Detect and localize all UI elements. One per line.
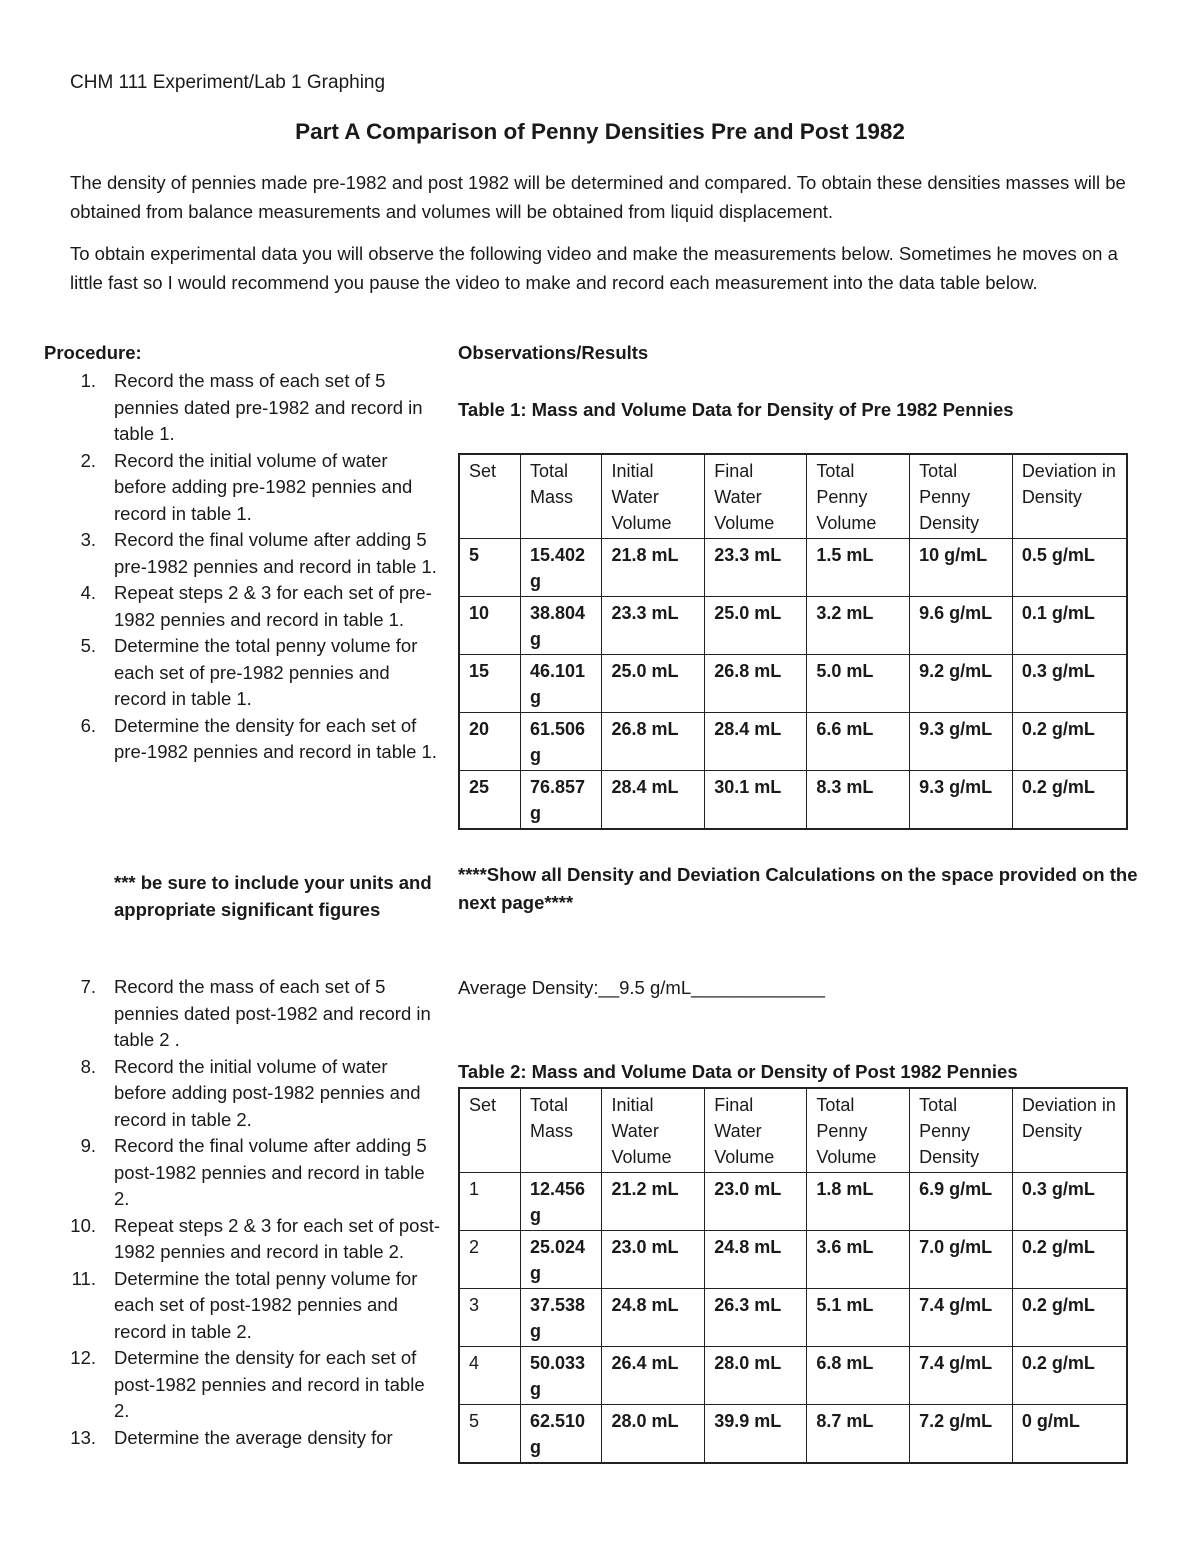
page-header: CHM 111 Experiment/Lab 1 Graphing <box>70 72 386 93</box>
procedure-step <box>44 974 444 1054</box>
table-row <box>459 1173 1127 1231</box>
step-text: Determine the total penny volume for each set of post-1982 pennies and record in table 2. <box>114 1267 418 1342</box>
table-cell: 7.2 g/mL <box>910 1405 1013 1464</box>
table-cell: 28.0 mL <box>705 1347 807 1405</box>
table-cell: 9.3 g/mL <box>910 771 1013 830</box>
table-cell: 46.101 g <box>521 655 602 713</box>
table-cell: 26.4 mL <box>602 1347 705 1405</box>
procedure-step <box>44 633 444 713</box>
table-cell: 50.033 g <box>521 1347 602 1405</box>
table-header-row <box>459 1088 1127 1173</box>
table-cell: 28.4 mL <box>602 771 705 830</box>
table2-post-1982 <box>458 1087 1128 1464</box>
table2-caption: Table 2: Mass and Volume Data or Density of Post 1982 Pennies <box>458 1061 1018 1082</box>
procedure-step <box>44 527 444 580</box>
table-cell: 76.857 g <box>521 771 602 830</box>
column-header: Deviation in Density <box>1012 1088 1127 1173</box>
table-cell: 0.2 g/mL <box>1012 1347 1127 1405</box>
step-number: 12. <box>70 1347 96 1368</box>
column-header: Set <box>459 454 521 539</box>
table-cell: 8.7 mL <box>807 1405 910 1464</box>
table-cell: 0.3 g/mL <box>1012 655 1127 713</box>
table-cell: 9.2 g/mL <box>910 655 1013 713</box>
step-text: Record the mass of each set of 5 pennies dated pre-1982 and record in table 1. <box>114 370 423 444</box>
procedure-step <box>44 1266 444 1346</box>
table-cell: 8.3 mL <box>807 771 910 830</box>
table-cell: 0 g/mL <box>1012 1405 1127 1464</box>
table-cell: 0.2 g/mL <box>1012 1231 1127 1289</box>
column-header: Total Penny Density <box>910 454 1013 539</box>
table-header-row <box>459 454 1127 539</box>
procedure-step <box>44 1213 444 1266</box>
step-text: Repeat steps 2 & 3 for each set of pre-1982 pennies and record in table 1. <box>114 582 432 630</box>
table-cell: 1 <box>459 1173 521 1231</box>
step-number: 13. <box>70 1426 96 1448</box>
step-number: 11. <box>71 1267 96 1289</box>
table-cell: 7.0 g/mL <box>910 1231 1013 1289</box>
table-cell: 20 <box>459 713 521 771</box>
procedure-step <box>44 580 444 633</box>
procedure-steps-post-1982 <box>44 974 444 1451</box>
table-cell: 5.0 mL <box>807 655 910 713</box>
table-cell: 21.8 mL <box>602 539 705 597</box>
column-header: Total Penny Volume <box>807 1088 910 1173</box>
table-row <box>459 1289 1127 1347</box>
average-density-value: __9.5 g/mL_____________ <box>598 977 825 998</box>
step-text: Record the final volume after adding 5 pre-1982 pennies and record in table 1. <box>114 529 437 577</box>
table-cell: 39.9 mL <box>705 1405 807 1464</box>
average-density-label: Average Density: <box>458 977 599 998</box>
step-text: Repeat steps 2 & 3 for each set of post-1982 pennies and record in table 2. <box>114 1214 440 1262</box>
column-header: Final Water Volume <box>705 454 807 539</box>
step-text: Determine the total penny volume for each set of pre-1982 pennies and record in table 1. <box>114 635 418 709</box>
step-text: Determine the average density for <box>114 1426 393 1448</box>
table-cell: 62.510 g <box>521 1405 602 1464</box>
units-note: *** be sure to include your units and appropriate significant figures <box>114 872 432 920</box>
table-cell: 6.6 mL <box>807 713 910 771</box>
column-header: Total Penny Density <box>910 1088 1013 1173</box>
table-row <box>459 1405 1127 1464</box>
table-cell: 3 <box>459 1289 521 1347</box>
step-number: 6. <box>80 714 96 736</box>
table-cell: 7.4 g/mL <box>910 1289 1013 1347</box>
step-number: 1. <box>80 370 96 391</box>
table-cell: 1.8 mL <box>807 1173 910 1231</box>
table-cell: 37.538 g <box>521 1289 602 1347</box>
table-cell: 23.0 mL <box>602 1231 705 1289</box>
page-title: Part A Comparison of Penny Densities Pre and Post 1982 <box>295 119 905 144</box>
step-text: Determine the density for each set of pre-1982 pennies and record in table 1. <box>114 714 437 762</box>
table-cell: 6.9 g/mL <box>910 1173 1013 1231</box>
table-cell: 9.3 g/mL <box>910 713 1013 771</box>
table-cell: 15 <box>459 655 521 713</box>
procedure-heading: Procedure: <box>44 342 142 363</box>
step-number: 8. <box>80 1055 96 1077</box>
table-cell: 30.1 mL <box>705 771 807 830</box>
observations-heading: Observations/Results <box>458 342 649 363</box>
procedure-step <box>44 1054 444 1134</box>
table-cell: 38.804 g <box>521 597 602 655</box>
table-cell: 3.6 mL <box>807 1231 910 1289</box>
column-header: Final Water Volume <box>705 1088 807 1173</box>
column-header: Deviation in Density <box>1012 454 1127 539</box>
table-cell: 26.8 mL <box>705 655 807 713</box>
table-cell: 3.2 mL <box>807 597 910 655</box>
table-cell: 10 <box>459 597 521 655</box>
column-header: Total Penny Volume <box>807 454 910 539</box>
step-number: 7. <box>80 976 96 997</box>
procedure-step <box>44 368 444 448</box>
table-cell: 26.8 mL <box>602 713 705 771</box>
table-cell: 2 <box>459 1231 521 1289</box>
table-cell: 23.3 mL <box>705 539 807 597</box>
table-cell: 12.456 g <box>521 1173 602 1231</box>
step-number: 5. <box>80 635 96 656</box>
table-cell: 15.402 g <box>521 539 602 597</box>
table-row <box>459 539 1127 597</box>
step-text: Record the initial volume of water before adding post-1982 pennies and record in table 2. <box>114 1055 421 1130</box>
table-cell: 7.4 g/mL <box>910 1347 1013 1405</box>
table-cell: 26.3 mL <box>705 1289 807 1347</box>
procedure-steps-pre-1982 <box>44 368 444 766</box>
column-header: Total Mass <box>521 1088 602 1173</box>
step-number: 10. <box>70 1214 96 1236</box>
procedure-step <box>44 1345 444 1425</box>
calculations-note: ****Show all Density and Deviation Calculations on the space provided on the next page**** <box>458 864 1138 913</box>
table1-pre-1982 <box>458 453 1128 830</box>
instructions-paragraph: To obtain experimental data you will observe the following video and make the measurements below. Sometimes he moves on a little fast so I would recommend you pause the video to make and record each measurement into the data table below. <box>70 243 1118 293</box>
table-cell: 61.506 g <box>521 713 602 771</box>
procedure-step <box>44 713 444 766</box>
table-row <box>459 771 1127 830</box>
table-row <box>459 1231 1127 1289</box>
table-cell: 0.3 g/mL <box>1012 1173 1127 1231</box>
column-header: Set <box>459 1088 521 1173</box>
table-cell: 0.1 g/mL <box>1012 597 1127 655</box>
table-cell: 1.5 mL <box>807 539 910 597</box>
table-row <box>459 655 1127 713</box>
table-cell: 25.0 mL <box>602 655 705 713</box>
table-cell: 5 <box>459 1405 521 1464</box>
table-cell: 9.6 g/mL <box>910 597 1013 655</box>
table-cell: 4 <box>459 1347 521 1405</box>
table-cell: 28.0 mL <box>602 1405 705 1464</box>
step-number: 2. <box>80 449 96 471</box>
table-cell: 0.2 g/mL <box>1012 771 1127 830</box>
table1-caption: Table 1: Mass and Volume Data for Density of Pre 1982 Pennies <box>458 399 1014 420</box>
table-row <box>459 713 1127 771</box>
intro-paragraph: The density of pennies made pre-1982 and post 1982 will be determined and compared. To obtain these densities masses will be obtained from balance measurements and volumes will be obtained from liquid displacement. <box>70 172 1126 222</box>
table-cell: 28.4 mL <box>705 713 807 771</box>
table-cell: 5 <box>459 539 521 597</box>
procedure-step <box>44 1133 444 1213</box>
step-text: Record the initial volume of water before adding pre-1982 pennies and record in table 1. <box>114 449 413 524</box>
table-cell: 0.5 g/mL <box>1012 539 1127 597</box>
table-cell: 24.8 mL <box>602 1289 705 1347</box>
table-cell: 10 g/mL <box>910 539 1013 597</box>
column-header: Total Mass <box>521 454 602 539</box>
table-row <box>459 597 1127 655</box>
step-text: Record the final volume after adding 5 post-1982 pennies and record in table 2. <box>114 1135 427 1209</box>
step-number: 4. <box>80 582 96 603</box>
table-cell: 0.2 g/mL <box>1012 713 1127 771</box>
step-number: 9. <box>80 1135 96 1156</box>
table-cell: 23.0 mL <box>705 1173 807 1231</box>
procedure-step <box>44 1425 444 1452</box>
column-header: Initial Water Volume <box>602 1088 705 1173</box>
table-cell: 5.1 mL <box>807 1289 910 1347</box>
table-cell: 24.8 mL <box>705 1231 807 1289</box>
table-cell: 0.2 g/mL <box>1012 1289 1127 1347</box>
table-cell: 21.2 mL <box>602 1173 705 1231</box>
table-cell: 6.8 mL <box>807 1347 910 1405</box>
step-number: 3. <box>80 529 96 550</box>
table-cell: 23.3 mL <box>602 597 705 655</box>
average-density <box>458 977 825 999</box>
column-header: Initial Water Volume <box>602 454 705 539</box>
table-row <box>459 1347 1127 1405</box>
step-text: Determine the density for each set of post-1982 pennies and record in table 2. <box>114 1347 425 1421</box>
table-cell: 25 <box>459 771 521 830</box>
procedure-step <box>44 448 444 528</box>
table-cell: 25.0 mL <box>705 597 807 655</box>
step-text: Record the mass of each set of 5 pennies dated post-1982 and record in table 2 . <box>114 976 431 1050</box>
table-cell: 25.024 g <box>521 1231 602 1289</box>
